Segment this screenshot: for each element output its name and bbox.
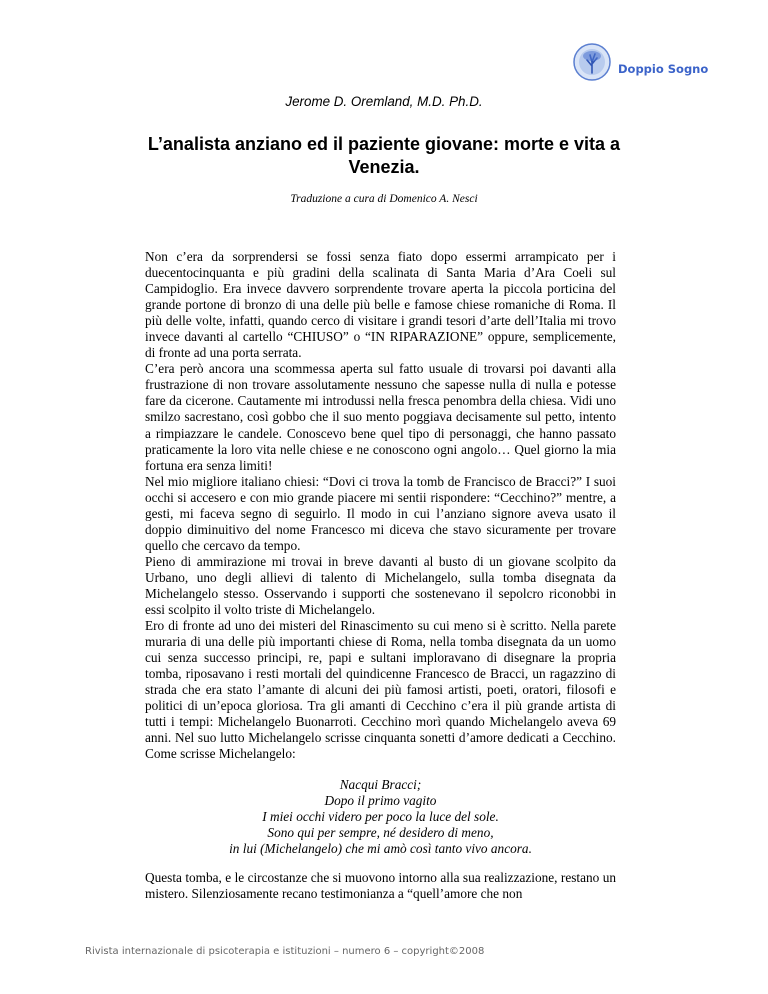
translation-credit: Traduzione a cura di Domenico A. Nesci — [290, 193, 478, 205]
poem-quote — [145, 777, 616, 857]
article-body — [145, 249, 616, 902]
author-line: Jerome D. Oremland, M.D. Ph.D. — [285, 94, 483, 109]
poem-line: Nacqui Bracci; — [339, 776, 422, 792]
article-title: L’analista anziano ed il paziente giovane: morte e vita a Venezia. — [147, 134, 621, 177]
poem-line: Sono qui per sempre, né desidero di meno, — [267, 824, 494, 840]
paragraph: Pieno di ammirazione mi trovai in breve davanti al busto di un giovane scolpito da Urbano, uno degli allievi di talento di Michelangelo, sulla tomba disegnata da Michelangelo stesso. Osservando i supporti che sostenevano il sepolcro riconobbi in essi scolpito il volto triste di Michelangelo. — [145, 553, 616, 618]
paragraph: Ero di fronte ad uno dei misteri del Rinascimento su cui meno si è scritto. Nella parete muraria di una delle più importanti chiese di Roma, nella tomba disegnata da un uomo cui senza successo principi, re, papi e sultani imploravano di disegnare la propria tomba, riposavano i resti mortali del quindicenne Francesco de Bracci, un ragazzino di strada che era stato l’amante di alcuni dei più famosi artisti, poeti, oratori, filosofi e politici di un’epoca gloriosa. Tra gli amanti di Cecchino c’era il più grande artista di tutti i tempi: Michelangelo Buonarroti. Cecchino morì quando Michelangelo aveva 69 anni. Nel suo lutto Michelangelo scrisse cinquanta sonetti d’amore dedicati a Cecchino. Come scrisse Michelangelo: — [145, 618, 616, 762]
tree-circle-icon — [572, 42, 612, 82]
poem-line: Dopo il primo vagito — [324, 792, 437, 808]
poem-line: I miei occhi videro per poco la luce del sole. — [262, 808, 499, 824]
paragraph: Non c’era da sorprendersi se fossi senza fiato dopo essermi arrampicato per i duecentocinquanta e più gradini della scalinata di Santa Maria d’Ara Coeli sul Campidoglio. Era invece davvero sorprendente trovare aperta la piccola porticina del grande portone di bronzo di una delle più belle e famose chiese romaniche di Roma. Il più delle volte, infatti, quando cerco di visitare i grandi tesori d’arte dell’Italia mi trovo invece davanti al cartello “CHIUSO” o “IN RIPARAZIONE” oppure, semplicemente, di fronte ad una porta serrata. — [145, 249, 616, 361]
logo-text: Doppio Sogno — [618, 62, 709, 76]
publisher-logo — [572, 42, 732, 86]
poem-line: in lui (Michelangelo) che mi amò così tanto vivo ancora. — [229, 840, 532, 856]
paragraph: Questa tomba, e le circostanze che si muovono intorno alla sua realizzazione, restano un mistero. Silenziosamente recano testimonianza a “quell’amore che non — [145, 869, 616, 901]
page-footer: Rivista internazionale di psicoterapia e istituzioni – numero 6 – copyright©2008 — [85, 946, 485, 957]
paragraph: Nel mio migliore italiano chiesi: “Dovi ci trova la tomb de Francisco de Bracci?” I suoi occhi si accesero e con mio grande piacere mi sentii rispondere: “Cecchino?” mentre, a gesti, mi faceva segno di seguirlo. Il modo in cui l’anziano signore aveva usato il doppio diminuitivo del nome Francesco mi diceva che stavo sicuramente per trovare quello che cercavo da tempo. — [145, 473, 616, 553]
paragraph: C’era però ancora una scommessa aperta sul fatto usuale di trovarsi poi davanti alla frustrazione di non trovare assolutamente nessuno che sapesse nulla di nulla e potesse fare da cicerone. Cautamente mi introdussi nella fresca penombra della chiesa. Vidi uno smilzo sacrestano, così gobbo che il suo mento poggiava decisamente sul petto, intento a rimpiazzare le candele. Conoscevo bene quel tipo di personaggi, che hanno passato praticamente la loro vita nelle chiese e ne conoscono ogni angolo… Quel giorno la mia fortuna era senza limiti! — [145, 361, 616, 473]
